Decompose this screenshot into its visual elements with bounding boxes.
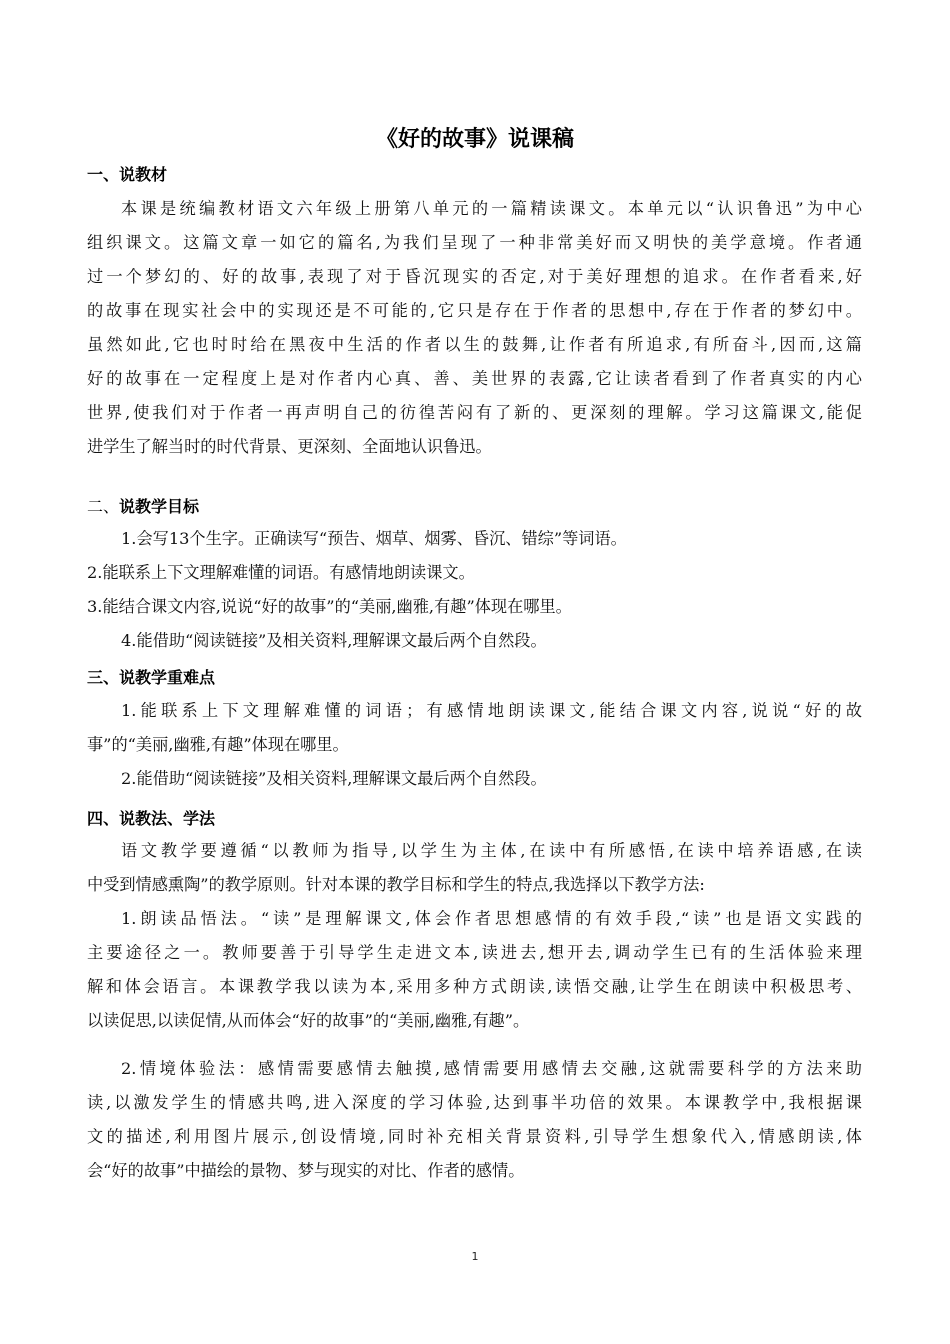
section-title: 说教法、学法 xyxy=(119,809,216,828)
section-heading-3 xyxy=(87,665,215,688)
section-title: 说教学重难点 xyxy=(119,668,216,687)
objective-item: 4.能借助“阅读链接”及相关资料,理解课文最后两个自然段。 xyxy=(121,631,547,650)
objective-item: 2.能联系上下文理解难懂的词语。有感情地朗读课文。 xyxy=(87,563,475,582)
paragraph-line: 主要途径之一。教师要善于引导学生走进文本,读进去,想开去,调动学生已有的生活体验来理 xyxy=(87,943,862,962)
paragraph-line: 世界,使我们对于作者一再声明自己的彷徨苦闷有了新的、更深刻的理解。学习这篇课文,能促 xyxy=(87,403,862,422)
section-title: 说教材 xyxy=(119,165,168,184)
section-title: 说教学目标 xyxy=(119,497,200,516)
paragraph-line: 文的描述,利用图片展示,创设情境,同时补充相关背景资料,引导学生想象代入,情感朗读,体 xyxy=(87,1127,862,1146)
objective-item: 1.会写13个生字。正确读写“预告、烟草、烟雾、昏沉、错综”等词语。 xyxy=(121,529,627,548)
paragraph-line: 解和体会语言。本课教学我以读为本,采用多种方式朗读,读悟交融,让学生在朗读中积极思考、 xyxy=(87,977,862,996)
paragraph-line: 中受到情感熏陶”的教学原则。针对本课的教学目标和学生的特点,我选择以下教学方法: xyxy=(87,875,705,894)
paragraph-line: 2.情境体验法：感情需要感情去触摸,感情需要用感情去交融,这就需要科学的方法来助 xyxy=(121,1059,862,1078)
page-number: 1 xyxy=(471,1250,479,1263)
paragraph-line: 组织课文。这篇文章一如它的篇名,为我们呈现了一种非常美好而又明快的美学意境。作者通 xyxy=(87,233,862,252)
paragraph-line: 进学生了解当时的时代背景、更深刻、全面地认识鲁迅。 xyxy=(87,437,492,456)
document-title: 《好的故事》说课稿 xyxy=(375,127,574,152)
paragraph-line: 过一个梦幻的、好的故事,表现了对于昏沉现实的否定,对于美好理想的追求。在作者看来,好 xyxy=(87,267,862,286)
paragraph-line: 虽然如此,它也时时给在黑夜中生活的作者以生的鼓舞,让作者有所追求,有所奋斗,因而,这篇 xyxy=(87,335,862,354)
section-heading-4 xyxy=(87,806,215,829)
section-number: 三、 xyxy=(87,668,120,687)
paragraph-line: 读,以激发学生的情感共鸣,进入深度的学习体验,达到事半功倍的效果。本课教学中,我根据课 xyxy=(87,1093,862,1112)
paragraph-line: 本课是统编教材语文六年级上册第八单元的一篇精读课文。本单元以“认识鲁迅”为中心 xyxy=(121,199,862,218)
paragraph-line: 好的故事在一定程度上是对作者内心真、善、美世界的表露,它让读者看到了作者真实的内心 xyxy=(87,369,862,388)
section-number: 一、 xyxy=(87,165,120,184)
keypoint-item: 事”的“美丽,幽雅,有趣”体现在哪里。 xyxy=(87,735,349,754)
paragraph-line: 的故事在现实社会中的实现还是不可能的,它只是存在于作者的思想中,存在于作者的梦幻中。 xyxy=(87,301,862,320)
keypoint-item: 2.能借助“阅读链接”及相关资料,理解课文最后两个自然段。 xyxy=(121,769,547,788)
section-number: 二、 xyxy=(87,497,120,516)
paragraph-line: 以读促思,以读促情,从而体会“好的故事”的“美丽,幽雅,有趣”。 xyxy=(87,1011,530,1030)
keypoint-item: 1.能联系上下文理解难懂的词语；有感情地朗读课文,能结合课文内容,说说“好的故 xyxy=(121,701,862,720)
paragraph-line: 语文教学要遵循“以教师为指导,以学生为主体,在读中有所感悟,在读中培养语感,在读 xyxy=(121,841,862,860)
section-heading-1 xyxy=(87,162,167,185)
section-number: 四、 xyxy=(87,809,120,828)
section-heading-2 xyxy=(87,494,199,517)
paragraph-line: 1.朗读品悟法。“读”是理解课文,体会作者思想感情的有效手段,“读”也是语文实践的 xyxy=(121,909,862,928)
objective-item: 3.能结合课文内容,说说“好的故事”的“美丽,幽雅,有趣”体现在哪里。 xyxy=(87,597,572,616)
paragraph-line: 会“好的故事”中描绘的景物、梦与现实的对比、作者的感情。 xyxy=(87,1161,525,1180)
